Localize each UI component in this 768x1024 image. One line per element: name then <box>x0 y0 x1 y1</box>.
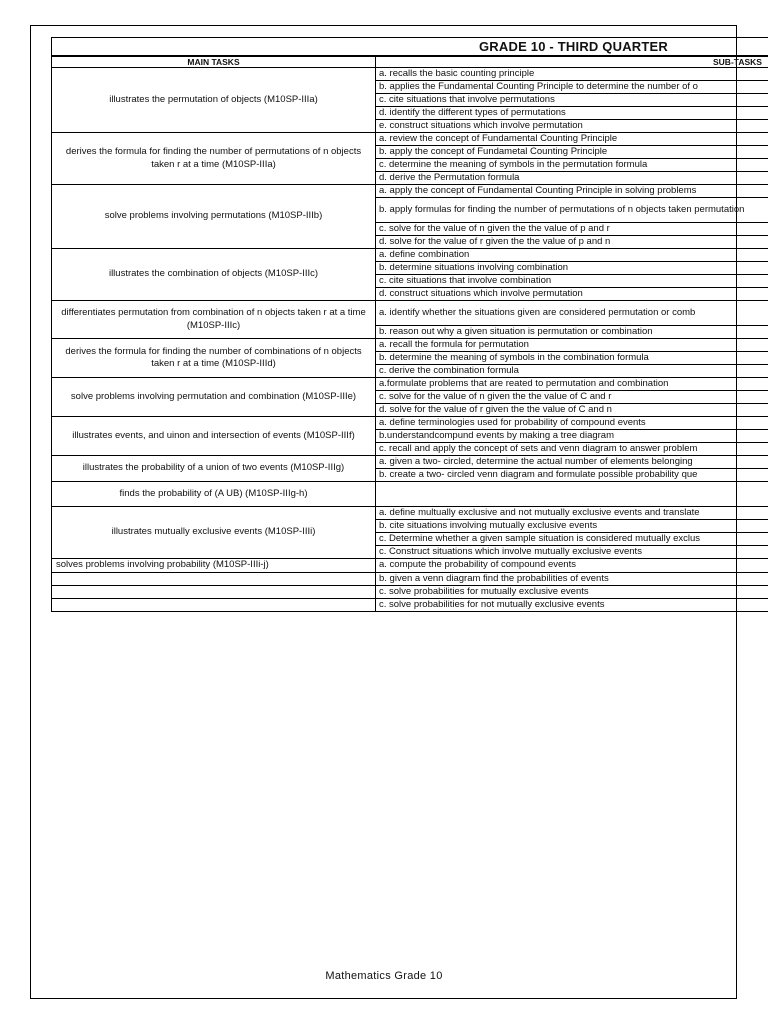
sub-task-cell: a. apply the concept of Fundamental Counting Principle in solving problems <box>376 185 768 198</box>
main-task-cell: differentiates permutation from combination of n objects taken r at a time (M10SP-IIIc) <box>52 301 376 339</box>
sub-task-cell: b. given a venn diagram find the probabilities of events <box>376 572 768 585</box>
main-task-cell: illustrates the probability of a union of two events (M10SP-IIIg) <box>52 456 376 482</box>
sub-task-cell: a. review the concept of Fundamental Counting Principle <box>376 133 768 146</box>
sub-task-cell: d. solve for the value of r given the the value of C and n <box>376 404 768 417</box>
main-task-cell: illustrates events, and uinon and intersection of events (M10SP-IIIf) <box>52 417 376 456</box>
sub-task-cell: a. define combination <box>376 249 768 262</box>
sub-task-cell: a. compute the probability of compound events <box>376 559 768 573</box>
sub-task-cell: c. determine the meaning of symbols in the permutation formula <box>376 159 768 172</box>
sub-task-cell: c. Determine whether a given sample situation is considered mutually exclus <box>376 533 768 546</box>
table-row <box>52 417 768 430</box>
sub-task-cell: e. construct situations which involve permutation <box>376 120 768 133</box>
sub-task-cell: a. given a two- circled, determine the actual number of elements belonging <box>376 456 768 469</box>
sub-task-cell: d. solve for the value of r given the the value of p and n <box>376 236 768 249</box>
sub-task-cell: c. Construct situations which involve mutually exclusive events <box>376 546 768 559</box>
sub-task-cell: c. solve for the value of n given the the value of p and r <box>376 223 768 236</box>
sub-task-cell: b. create a two- circled venn diagram and formulate possible probability que <box>376 469 768 482</box>
sub-task-cell: b. determine the meaning of symbols in the combination formula <box>376 352 768 365</box>
sub-task-cell: d. construct situations which involve permutation <box>376 288 768 301</box>
sub-task-cell: a.formulate problems that are reated to permutation and combination <box>376 378 768 391</box>
main-task-cell-empty <box>52 572 376 585</box>
sub-task-cell: c. solve for the value of n given the the value of C and r <box>376 391 768 404</box>
sub-task-cell: b. applies the Fundamental Counting Principle to determine the number of o <box>376 81 768 94</box>
table-row <box>52 482 768 507</box>
sub-task-cell: c. derive the combination formula <box>376 365 768 378</box>
main-task-cell: solve problems involving permutations (M10SP-IIIb) <box>52 185 376 249</box>
table-row <box>52 507 768 520</box>
table-row <box>52 133 768 146</box>
table-row <box>52 249 768 262</box>
page-footer: Mathematics Grade 10 <box>325 970 443 982</box>
sheet-title: GRADE 10 - THIRD QUARTER <box>479 39 668 54</box>
sub-tasks-header: SUB-TASKS <box>376 57 768 68</box>
table-row <box>52 585 768 598</box>
sub-task-cell: d. identify the different types of permutations <box>376 107 768 120</box>
header-row <box>52 57 768 68</box>
sub-task-cell: b. apply formulas for finding the number of permutations of n objects taken permutation <box>376 198 768 223</box>
table-row <box>52 572 768 585</box>
main-task-cell-empty <box>52 598 376 611</box>
sub-task-cell: a. define multually exclusive and not mutually exclusive events and translate <box>376 507 768 520</box>
sub-task-cell: c. solve probabilities for not mutually exclusive events <box>376 598 768 611</box>
main-task-cell: illustrates the permutation of objects (M10SP-IIIa) <box>52 68 376 133</box>
main-task-cell: illustrates the combination of objects (M10SP-IIIc) <box>52 249 376 301</box>
sub-task-cell: b. reason out why a given situation is permutation or combination <box>376 326 768 339</box>
main-task-cell: derives the formula for finding the number of combinations of n objects taken r at a time (M10SP-IIId) <box>52 339 376 378</box>
main-task-cell: derives the formula for finding the number of permutations of n objects taken r at a time (M10SP-IIIa) <box>52 133 376 185</box>
main-tasks-header: MAIN TASKS <box>52 57 376 68</box>
tasks-table <box>51 56 768 612</box>
sub-task-cell: c. solve probabilities for mutually exclusive events <box>376 585 768 598</box>
sub-task-cell: b. determine situations involving combination <box>376 262 768 275</box>
table-row <box>52 68 768 81</box>
main-task-cell-empty <box>52 585 376 598</box>
table-row <box>52 598 768 611</box>
sub-task-cell: c. cite situations that involve combination <box>376 275 768 288</box>
sub-task-cell: a. recalls the basic counting principle <box>376 68 768 81</box>
sub-task-cell: d. derive the Permutation formula <box>376 172 768 185</box>
main-task-cell: finds the probability of (A UB) (M10SP-IIIg-h) <box>52 482 376 507</box>
sub-task-cell: a. identify whether the situations given are considered permutation or comb <box>376 301 768 326</box>
sub-task-cell: a. recall the formula for permutation <box>376 339 768 352</box>
main-task-cell: solves problems involving probability (M10SP-IIIi-j) <box>52 559 376 573</box>
title-row <box>51 37 768 56</box>
table-row <box>52 339 768 352</box>
sub-task-cell: b. cite situations involving mutually exclusive events <box>376 520 768 533</box>
sub-task-cell: b. apply the concept of Fundametal Counting Principle <box>376 146 768 159</box>
sub-task-cell: a. define terminologies used for probability of compound events <box>376 417 768 430</box>
sub-task-cell <box>376 482 768 507</box>
table-row <box>52 559 768 573</box>
table-row <box>52 185 768 198</box>
sub-task-cell: c. recall and apply the concept of sets and venn diagram to answer problem <box>376 443 768 456</box>
sub-task-cell: b.understandcompund events by making a tree diagram <box>376 430 768 443</box>
table-row <box>52 456 768 469</box>
curriculum-sheet <box>51 37 768 612</box>
main-task-cell: solve problems involving permutation and combination (M10SP-IIIe) <box>52 378 376 417</box>
sub-task-cell: c. cite situations that involve permutations <box>376 94 768 107</box>
main-task-cell: illustrates mutually exclusive events (M10SP-IIIi) <box>52 507 376 559</box>
table-row <box>52 378 768 391</box>
table-row <box>52 301 768 326</box>
